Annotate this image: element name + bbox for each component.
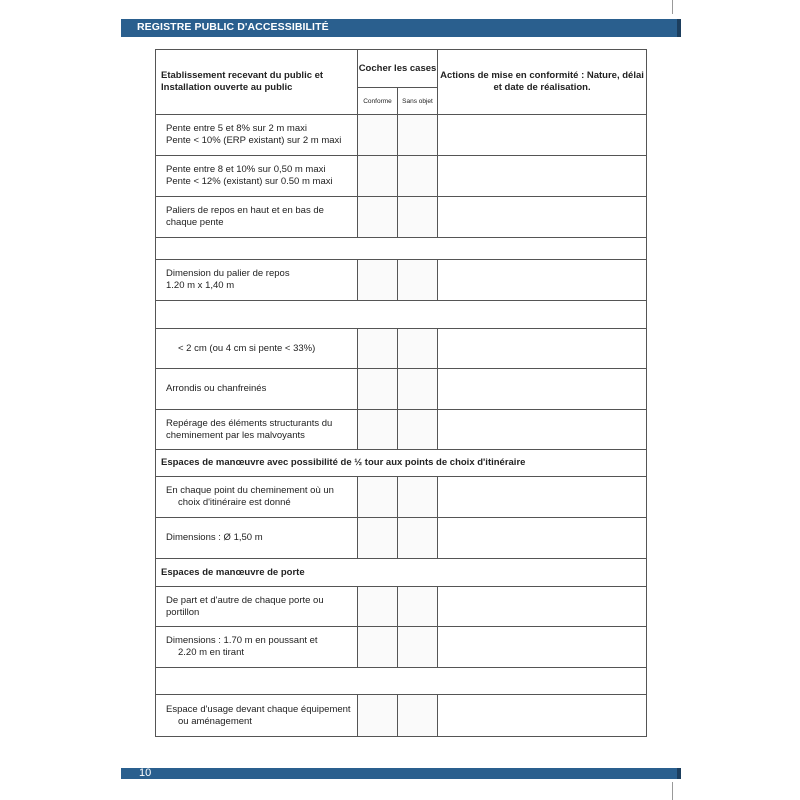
- criterion-text: Dimensions : 1.70 m en poussant et: [166, 635, 318, 646]
- checkbox-sans-objet[interactable]: [398, 477, 438, 518]
- table-row: [156, 627, 647, 668]
- criterion-cell: [156, 695, 358, 737]
- table-row: [156, 329, 647, 369]
- checkbox-conforme[interactable]: [358, 518, 398, 559]
- actions-field[interactable]: [438, 260, 647, 301]
- criterion-text: chaque pente: [166, 217, 224, 228]
- section-title: Espaces de manœuvre de porte: [156, 559, 647, 587]
- page-footer-bar: [121, 768, 677, 779]
- section-header-row: [156, 450, 647, 477]
- actions-field[interactable]: [438, 329, 647, 369]
- document-title: REGISTRE PUBLIC D'ACCESSIBILITÉ: [137, 21, 329, 33]
- criterion-cell: [156, 410, 358, 450]
- actions-field[interactable]: [438, 369, 647, 410]
- actions-field[interactable]: [438, 518, 647, 559]
- criterion-text: Arrondis ou chanfreinés: [166, 383, 267, 394]
- page-header-bar: [121, 19, 677, 37]
- criterion-cell: [156, 115, 358, 156]
- criterion-cell: [156, 260, 358, 301]
- section-title: Espaces de manœuvre avec possibilité de ½ tour aux points de choix d'itinéraire: [156, 450, 647, 477]
- actions-field[interactable]: [438, 115, 647, 156]
- criterion-text: ou aménagement: [178, 715, 252, 727]
- criterion-text: 1.20 m x 1,40 m: [166, 280, 235, 291]
- criterion-text: 2.20 m en tirant: [178, 647, 245, 658]
- checkbox-sans-objet[interactable]: [398, 410, 438, 450]
- criterion-text: portillon: [166, 606, 200, 618]
- spacer-cell: [156, 668, 647, 695]
- criterion-text: En chaque point du cheminement où un: [166, 485, 334, 496]
- checkbox-conforme[interactable]: [358, 369, 398, 410]
- spacer-cell: [156, 301, 647, 329]
- actions-field[interactable]: [438, 410, 647, 450]
- criterion-cell: [156, 369, 358, 410]
- criterion-text: choix d'itinéraire est donné: [178, 497, 291, 508]
- table-row: [156, 477, 647, 518]
- checkbox-sans-objet[interactable]: [398, 329, 438, 369]
- criterion-cell: [156, 156, 358, 197]
- checkbox-conforme[interactable]: [358, 695, 398, 737]
- section-header-row: [156, 559, 647, 587]
- criterion-text: cheminement par les malvoyants: [166, 429, 305, 441]
- criterion-text: Pente entre 5 et 8% sur 2 m maxi: [166, 123, 307, 134]
- spacer-cell: [156, 238, 647, 260]
- criterion-text: Pente < 10% (ERP existant) sur 2 m maxi: [166, 135, 342, 146]
- criterion-text: De part et d'autre de chaque porte ou: [166, 594, 324, 606]
- crop-mark-bottom: [672, 782, 673, 800]
- table-row-spacer: [156, 238, 647, 260]
- actions-field[interactable]: [438, 197, 647, 238]
- criterion-text: Dimensions : Ø 1,50 m: [166, 532, 263, 543]
- criterion-cell: [156, 477, 358, 518]
- header-conforme: Conforme: [358, 88, 398, 115]
- checkbox-conforme[interactable]: [358, 587, 398, 627]
- checkbox-conforme[interactable]: [358, 329, 398, 369]
- table-row: [156, 369, 647, 410]
- table-row: [156, 115, 647, 156]
- criterion-text: Espace d'usage devant chaque équipement: [166, 703, 351, 715]
- criterion-text: Pente < 12% (existant) sur 0.50 m maxi: [166, 176, 333, 187]
- checkbox-sans-objet[interactable]: [398, 695, 438, 737]
- table-row: [156, 410, 647, 450]
- criterion-text: Paliers de repos en haut et en bas de: [166, 205, 324, 216]
- criterion-text: Repérage des éléments structurants du: [166, 417, 333, 429]
- checkbox-conforme[interactable]: [358, 627, 398, 668]
- criterion-cell: [156, 329, 358, 369]
- criterion-text: Dimension du palier de repos: [166, 268, 290, 279]
- checkbox-sans-objet[interactable]: [398, 260, 438, 301]
- criterion-cell: [156, 587, 358, 627]
- checkbox-conforme[interactable]: [358, 477, 398, 518]
- actions-field[interactable]: [438, 477, 647, 518]
- criterion-cell: [156, 197, 358, 238]
- table-row: [156, 260, 647, 301]
- actions-field[interactable]: [438, 587, 647, 627]
- checkbox-sans-objet[interactable]: [398, 197, 438, 238]
- criterion-text: < 2 cm (ou 4 cm si pente < 33%): [178, 342, 316, 354]
- crop-mark-top: [672, 0, 673, 14]
- checkbox-sans-objet[interactable]: [398, 369, 438, 410]
- table-row-spacer: [156, 668, 647, 695]
- header-sans-objet: Sans objet: [398, 88, 438, 115]
- actions-field[interactable]: [438, 156, 647, 197]
- checkbox-conforme[interactable]: [358, 156, 398, 197]
- table-row: [156, 518, 647, 559]
- page-number: 10: [139, 767, 152, 779]
- header-actions: Actions de mise en conformité : Nature, délai et date de réalisation.: [438, 50, 647, 115]
- criterion-text: Pente entre 8 et 10% sur 0,50 m maxi: [166, 164, 326, 175]
- checkbox-sans-objet[interactable]: [398, 587, 438, 627]
- header-check-boxes: Cocher les cases: [358, 50, 438, 88]
- table-row: [156, 587, 647, 627]
- actions-field[interactable]: [438, 695, 647, 737]
- header-establishment: Etablissement recevant du public et Installation ouverte au public: [156, 50, 358, 115]
- checkbox-conforme[interactable]: [358, 115, 398, 156]
- accessibility-checklist-table: [155, 49, 647, 737]
- actions-field[interactable]: [438, 627, 647, 668]
- table-row: [156, 156, 647, 197]
- checkbox-sans-objet[interactable]: [398, 627, 438, 668]
- checkbox-sans-objet[interactable]: [398, 156, 438, 197]
- checkbox-sans-objet[interactable]: [398, 115, 438, 156]
- checkbox-conforme[interactable]: [358, 410, 398, 450]
- criterion-cell: [156, 627, 358, 668]
- table-row-spacer: [156, 301, 647, 329]
- footer-edge-accent: [677, 768, 681, 779]
- header-edge-accent: [677, 19, 681, 37]
- table-row: [156, 695, 647, 737]
- checkbox-conforme[interactable]: [358, 260, 398, 301]
- checkbox-sans-objet[interactable]: [398, 518, 438, 559]
- checkbox-conforme[interactable]: [358, 197, 398, 238]
- criterion-cell: [156, 518, 358, 559]
- table-row: [156, 197, 647, 238]
